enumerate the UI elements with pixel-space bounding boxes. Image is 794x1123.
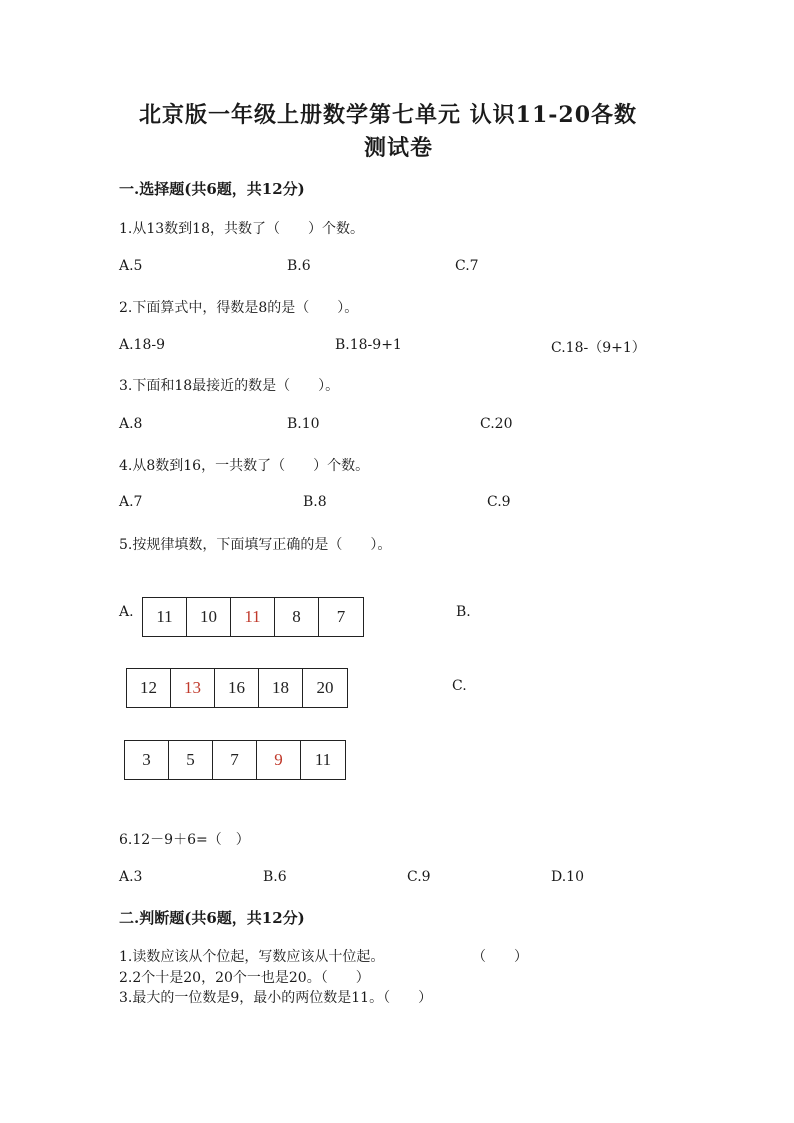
sequence-cell: 7 — [336, 607, 346, 626]
q4-option-c: C.9 — [487, 494, 511, 510]
sequence-cell: 12 — [127, 669, 171, 707]
page-title-line1: 北京版一年级上册数学第七单元 认识11-20各数 — [139, 102, 638, 128]
section-heading-choice: 一.选择题(共6题，共12分) — [119, 180, 305, 198]
question-6: 6.12－9＋6=（ ） — [119, 832, 250, 848]
q4-option-b: B.8 — [303, 494, 327, 510]
question-5: 5.按规律填数，下面填写正确的是（ ）。 — [119, 537, 392, 553]
sequence-cell: 11 — [231, 598, 275, 636]
judgement-1: 1.读数应该从个位起，写数应该从十位起。 — [119, 949, 385, 965]
sequence-cell: 13 — [171, 669, 215, 707]
judgement-1-bracket: （ ） — [472, 949, 528, 965]
q2-option-a: A.18-9 — [119, 337, 166, 353]
sequence-cell: 10 — [187, 598, 231, 636]
question-3: 3.下面和18最接近的数是（ ）。 — [119, 378, 340, 394]
q5-sequence-c — [124, 740, 346, 780]
q4-option-a: A.7 — [119, 494, 143, 510]
q3-option-a: A.8 — [119, 416, 143, 432]
sequence-cell: 9 — [257, 741, 301, 779]
question-2: 2.下面算式中，得数是8的是（ ）。 — [119, 300, 359, 316]
question-1: 1.从13数到18，共数了（ ）个数。 — [119, 221, 364, 237]
q6-option-c: C.9 — [407, 869, 431, 885]
q1-option-a: A.5 — [119, 258, 143, 274]
q5-sequence-a — [142, 597, 364, 637]
judgement-3: 3.最大的一位数是9，最小的两位数是11。（ ） — [119, 990, 433, 1006]
q1-option-c: C.7 — [455, 258, 479, 274]
sequence-cell: 16 — [215, 669, 259, 707]
sequence-cell: 5 — [169, 741, 213, 779]
sequence-cell: 8 — [275, 598, 319, 636]
q6-option-d: D.10 — [551, 869, 584, 885]
q2-option-b: B.18-9+1 — [335, 337, 402, 353]
q5-option-b-label: B. — [456, 604, 471, 620]
sequence-cell: 11 — [143, 598, 187, 636]
q3-option-c: C.20 — [480, 416, 513, 432]
q2-option-c: C.18-（9+1） — [551, 340, 646, 356]
sequence-cell: 20 — [316, 678, 334, 697]
q6-option-a: A.3 — [119, 869, 143, 885]
q5-option-a-label: A. — [119, 604, 134, 620]
q1-option-b: B.6 — [287, 258, 311, 274]
q6-option-b: B.6 — [263, 869, 287, 885]
sequence-cell: 18 — [259, 669, 303, 707]
sequence-cell: 7 — [213, 741, 257, 779]
judgement-2: 2.2个十是20，20个一也是20。（ ） — [119, 970, 370, 986]
q5-sequence-b — [126, 668, 348, 708]
question-4: 4.从8数到16，一共数了（ ）个数。 — [119, 458, 370, 474]
page-title-line2: 测试卷 — [364, 135, 434, 161]
section-heading-judgement: 二.判断题(共6题，共12分) — [119, 909, 305, 927]
q5-option-c-label: C. — [452, 678, 467, 694]
sequence-cell: 11 — [314, 750, 332, 769]
sequence-cell: 3 — [125, 741, 169, 779]
q3-option-b: B.10 — [287, 416, 320, 432]
